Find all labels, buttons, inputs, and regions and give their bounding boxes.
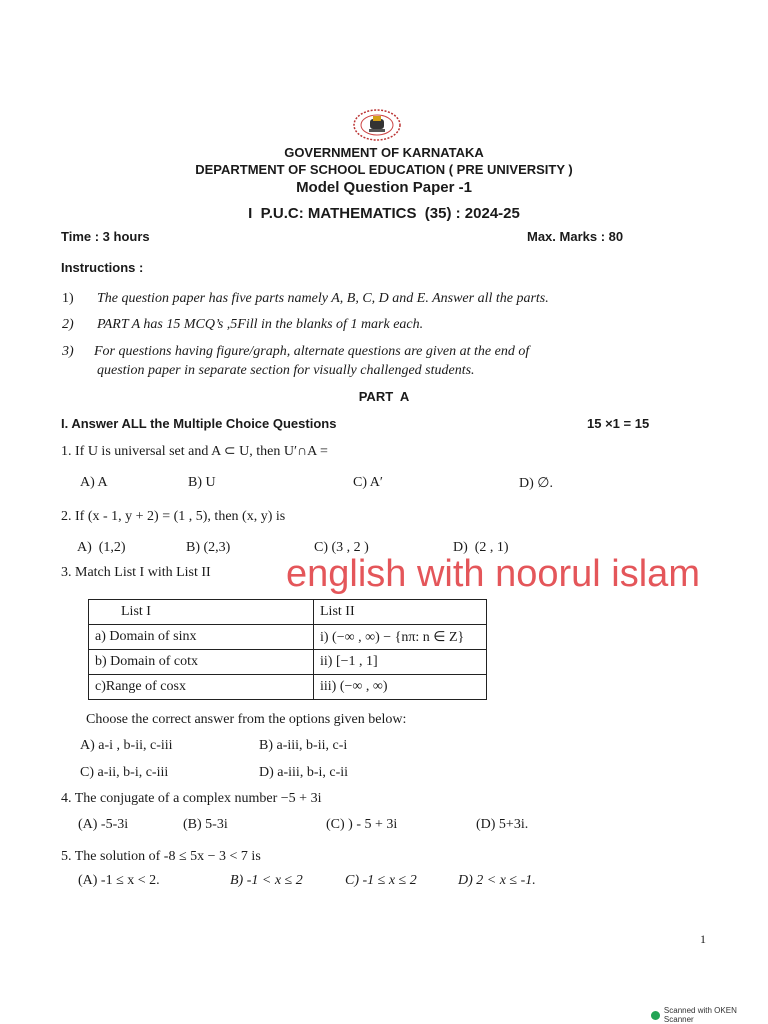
q5-option-d: D) 2 < x ≤ -1. — [458, 873, 536, 888]
government-title: GOVERNMENT OF KARNATAKA — [284, 145, 484, 160]
q4-option-b: (B) 5-3i — [183, 817, 228, 832]
table-cell: a) Domain of sinx — [89, 625, 314, 650]
scanner-text: Scanned with OKEN Scanner — [663, 1006, 737, 1024]
instruction-2: PART A has 15 MCQ’s ,5Fill in the blanks of 1 mark each. — [97, 317, 424, 332]
q4-option-c: (C) ) - 5 + 3i — [326, 817, 398, 832]
page-number: 1 — [700, 932, 706, 946]
karnataka-emblem-icon — [352, 108, 402, 142]
table-header-row — [89, 600, 487, 625]
table-header-list-1: List I — [89, 600, 314, 625]
q1-option-d: D) ∅. — [519, 476, 553, 491]
instruction-3-line-1: For questions having figure/graph, alternate questions are given at the end of — [94, 344, 530, 359]
instruction-2-number: 2) — [62, 317, 74, 332]
q2-option-b: B) (2,3) — [186, 540, 231, 555]
table-cell: i) (−∞ , ∞) − {nπ: n ∈ Z} — [314, 625, 487, 650]
table-cell: c)Range of cosx — [89, 675, 314, 700]
q1-option-b: B) U — [188, 475, 216, 490]
instruction-3-number: 3) — [62, 344, 74, 359]
department-title: DEPARTMENT OF SCHOOL EDUCATION ( PRE UNIVERSITY ) — [195, 162, 573, 177]
instruction-1: The question paper has five parts namely A, B, C, D and E. Answer all the parts. — [97, 291, 549, 306]
question-3: 3. Match List I with List II — [61, 565, 211, 580]
q3-option-a: A) a-i , b-ii, c-iii — [80, 738, 173, 753]
table-row — [89, 650, 487, 675]
part-heading: PART A — [358, 389, 410, 404]
section-marks: 15 ×1 = 15 — [587, 416, 650, 431]
paper-title: Model Question Paper -1 — [296, 179, 472, 196]
max-marks-label: Max. Marks : 80 — [527, 229, 624, 244]
q4-option-a: (A) -5-3i — [78, 817, 129, 832]
instructions-heading: Instructions : — [61, 260, 144, 275]
table-cell: ii) [−1 , 1] — [314, 650, 487, 675]
table-cell: b) Domain of cotx — [89, 650, 314, 675]
scanner-logo-icon — [651, 1011, 660, 1020]
watermark-text: english with noorul islam — [286, 553, 700, 595]
q3-option-d: D) a-iii, b-i, c-ii — [259, 765, 349, 780]
table-header-list-2: List II — [314, 600, 487, 625]
instruction-1-number: 1) — [62, 291, 74, 306]
q3-option-b: B) a-iii, b-ii, c-i — [259, 738, 348, 753]
question-1: 1. If U is universal set and A ⊂ U, then U′∩A = — [61, 444, 328, 459]
q2-option-d: D) (2 , 1) — [453, 540, 509, 555]
section-title: I. Answer ALL the Multiple Choice Questions — [61, 416, 337, 431]
table-row — [89, 625, 487, 650]
q5-option-a: (A) -1 ≤ x < 2. — [78, 873, 160, 888]
table-cell: iii) (−∞ , ∞) — [314, 675, 487, 700]
watermark-container — [286, 553, 768, 596]
q2-option-c: C) (3 , 2 ) — [314, 540, 369, 555]
q1-option-c: C) A′ — [353, 475, 383, 490]
question-2: 2. If (x - 1, y + 2) = (1 , 5), then (x, y) is — [61, 509, 286, 524]
table-row — [89, 675, 487, 700]
scanner-footer — [651, 1006, 768, 1024]
q2-option-a: A) (1,2) — [77, 540, 126, 555]
q1-option-a: A) A — [80, 475, 108, 490]
time-label: Time : 3 hours — [61, 229, 150, 244]
q5-option-b: B) -1 < x ≤ 2 — [230, 873, 303, 888]
q3-prompt: Choose the correct answer from the options given below: — [86, 712, 407, 727]
question-5: 5. The solution of -8 ≤ 5x − 3 < 7 is — [61, 849, 261, 864]
q3-option-c: C) a-ii, b-i, c-iii — [80, 765, 169, 780]
subject-title: I P.U.C: MATHEMATICS (35) : 2024-25 — [248, 205, 520, 222]
instruction-3-line-2: question paper in separate section for visually challenged students. — [97, 363, 475, 378]
q4-option-d: (D) 5+3i. — [476, 817, 529, 832]
match-table — [88, 599, 487, 700]
question-4: 4. The conjugate of a complex number −5 + 3i — [61, 791, 322, 806]
q5-option-c: C) -1 ≤ x ≤ 2 — [345, 873, 417, 888]
